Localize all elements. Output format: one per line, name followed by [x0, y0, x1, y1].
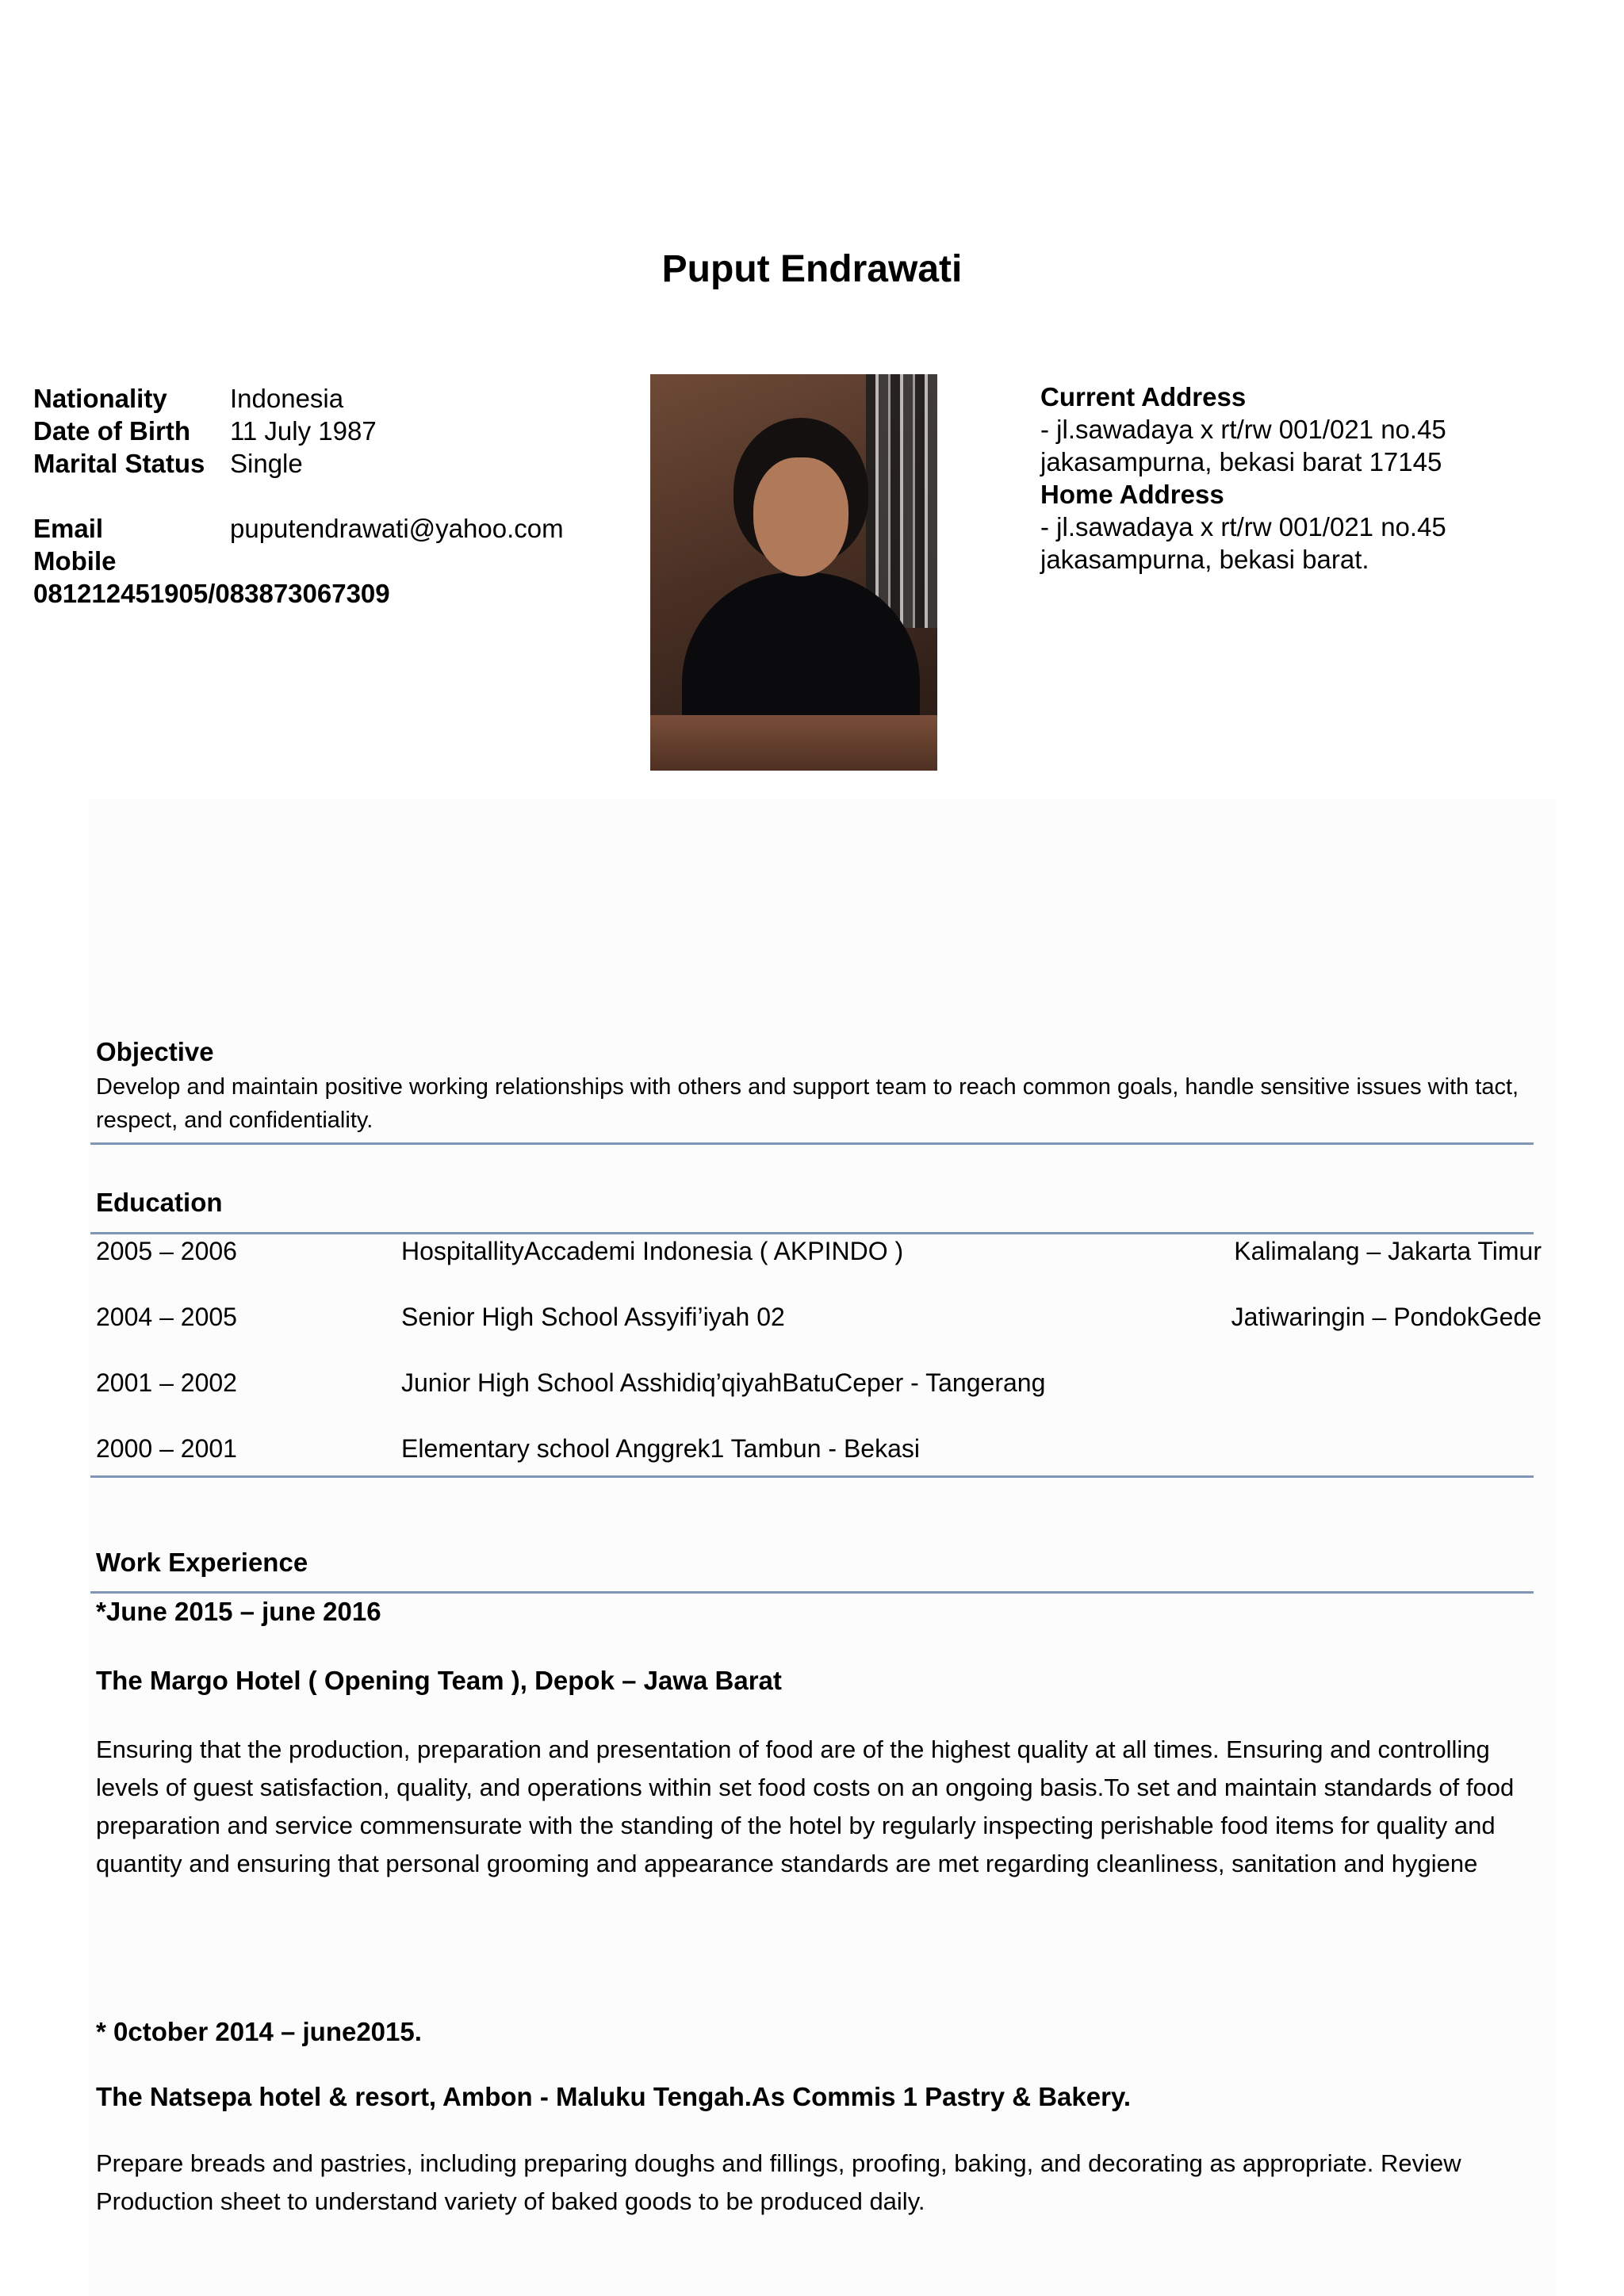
job-period: *June 2015 – june 2016: [96, 1597, 381, 1626]
education-school: Junior High School Asshidiq’qiyahBatuCeper - Tangerang: [401, 1368, 1046, 1397]
dob-row: [33, 415, 390, 447]
profile-photo: [650, 374, 937, 771]
current-address-heading: Current Address: [1040, 382, 1247, 411]
nationality-value: Indonesia: [230, 384, 344, 413]
current-address-line2: jakasampurna, bekasi barat 17145: [1040, 447, 1442, 476]
job-period: * 0ctober 2014 – june2015.: [96, 2017, 422, 2046]
job-description: Ensuring that the production, preparation and presentation of food are of the highest quality at all times. Ensuring and controlling levels of guest satisfaction, quality, and operations within set food costs on an ongoing basis.To set and maintain standards of food preparation and service commensurate with the standing of the hotel by regularly inspecting perishable food items for quality and quantity and ensuring that personal grooming and appearance standards are met regarding cleanliness, sanitation and hygiene: [96, 1735, 1515, 1877]
email-label: Email: [33, 514, 104, 543]
spacer: [33, 480, 390, 512]
mobile-value: 081212451905/083873067309: [33, 579, 390, 608]
nationality-row: [33, 382, 390, 415]
mobile-row: [33, 545, 390, 577]
home-address-line1: - jl.sawadaya x rt/rw 001/021 no.45: [1040, 512, 1446, 541]
nationality-label: Nationality: [33, 384, 167, 413]
marital-label: Marital Status: [33, 449, 205, 478]
job-description: Prepare breads and pastries, including preparing doughs and fillings, proofing, baking, and decorating as appropriate. Review Production sheet to understand variety of baked goods to be produced daily.: [96, 2149, 1461, 2215]
job-title: The Margo Hotel ( Opening Team ), Depok – Jawa Barat: [96, 1666, 782, 1695]
address-block: [1040, 381, 1484, 576]
objective-text: Develop and maintain positive working relationships with others and support team to reach common goals, handle sensitive issues with tact, respect, and confidentiality.: [96, 1074, 1519, 1133]
current-address-line1: - jl.sawadaya x rt/rw 001/021 no.45: [1040, 415, 1446, 444]
education-school: HospitallityAccademi Indonesia ( AKPINDO ): [401, 1237, 904, 1265]
education-divider-bottom: [90, 1475, 1534, 1478]
home-address-line2: jakasampurna, bekasi barat.: [1040, 545, 1369, 574]
email-value: puputendrawati@yahoo.com: [230, 514, 564, 543]
education-row: [96, 1368, 1523, 1400]
education-location: Kalimalang – Jakarta Timur: [1234, 1237, 1542, 1265]
education-divider-top: [90, 1232, 1534, 1234]
marital-value: Single: [230, 449, 303, 478]
personal-details: [33, 382, 564, 610]
objective-title: Objective: [96, 1037, 214, 1066]
education-row: [96, 1434, 1523, 1466]
education-years: 2004 – 2005: [96, 1303, 237, 1331]
job-title: The Natsepa hotel & resort, Ambon - Maluku Tengah.As Commis 1 Pastry & Bakery.: [96, 2082, 1132, 2111]
objective-divider: [90, 1142, 1534, 1145]
education-title: Education: [96, 1188, 223, 1217]
education-years: 2000 – 2001: [96, 1434, 237, 1463]
education-location: Jatiwaringin – PondokGede: [1231, 1303, 1542, 1331]
work-title: Work Experience: [96, 1548, 308, 1577]
dob-label: Date of Birth: [33, 416, 190, 446]
email-row: [33, 512, 564, 545]
home-address-heading: Home Address: [1040, 480, 1224, 509]
work-divider: [90, 1591, 1534, 1594]
education-years: 2005 – 2006: [96, 1237, 237, 1265]
dob-value: 11 July 1987: [230, 416, 377, 446]
education-row: [96, 1303, 1542, 1334]
education-years: 2001 – 2002: [96, 1368, 237, 1397]
candidate-name: Puput Endrawati: [661, 248, 963, 290]
marital-row: [33, 447, 390, 480]
education-school: Elementary school Anggrek1 Tambun - Bekasi: [401, 1434, 920, 1463]
mobile-label: Mobile: [33, 546, 117, 576]
education-school: Senior High School Assyifi’iyah 02: [401, 1303, 785, 1331]
education-row: [96, 1237, 1542, 1269]
page-background: [89, 799, 1556, 2296]
